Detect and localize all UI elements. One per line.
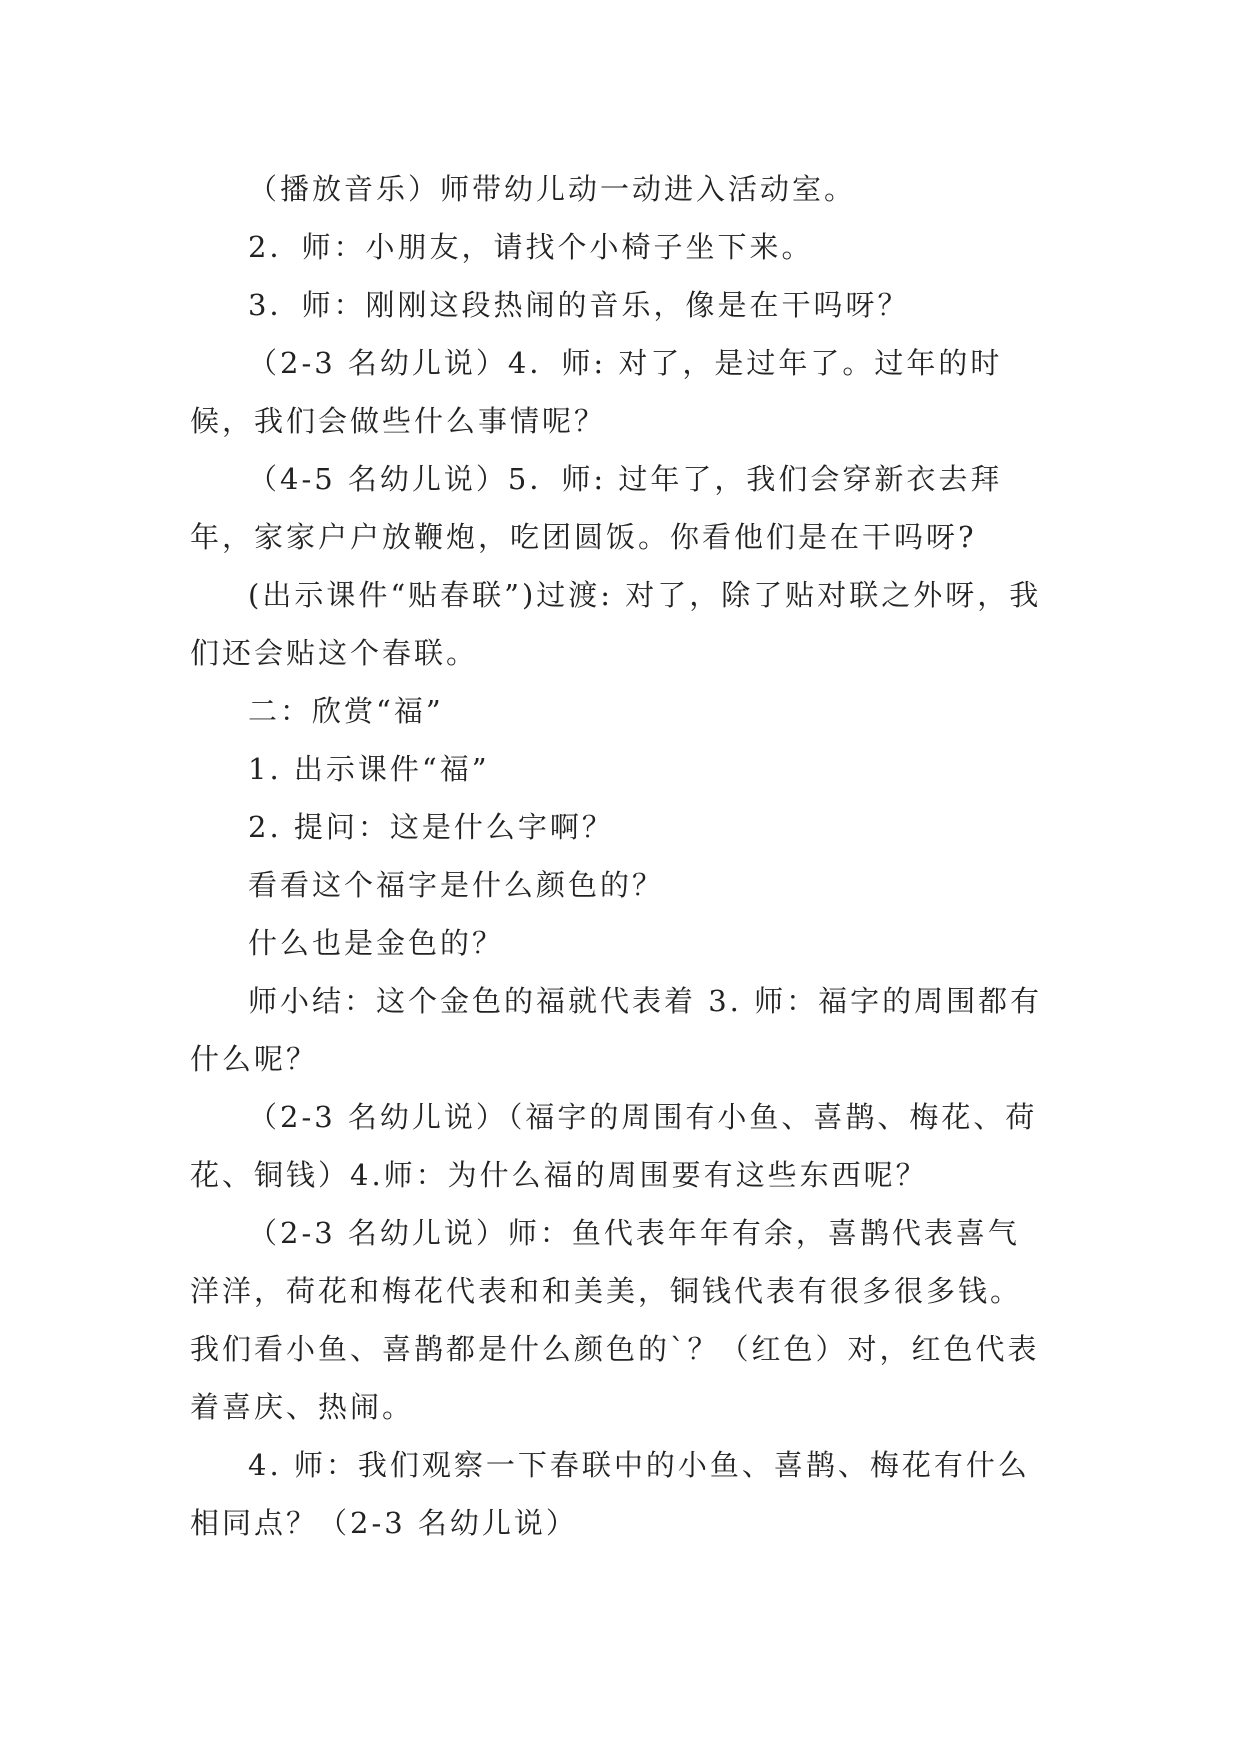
section-heading: 二：欣赏“福” (248, 694, 444, 728)
paragraph-10: 看看这个福字是什么颜色的？ (248, 868, 665, 902)
paragraph-6: (出示课件“贴春联”)过渡: 对了，除了贴对联之外呀，我们还会贴这个春联。 (190, 578, 1042, 670)
paragraph-3: 3．师：刚刚这段热闹的音乐，像是在干吗呀？ (248, 288, 910, 322)
paragraph-8: 1. 出示课件“福” (248, 752, 490, 786)
paragraph-5: （4-5 名幼儿说）5．师: 过年了，我们会穿新衣去拜年，家家户户放鞭炮，吃团圆饭。你看他们是在干吗呀? (190, 462, 1003, 554)
paragraph-2: 2．师：小朋友，请找个小椅子坐下来。 (248, 230, 814, 264)
paragraph-11: 什么也是金色的？ (248, 926, 505, 960)
paragraph-14: （2-3 名幼儿说）师：鱼代表年年有余，喜鹊代表喜气洋洋，荷花和梅花代表和和美美，铜钱代表有很多很多钱。我们看小鱼、喜鹊都是什么颜色的`？（红色）对，红色代表着喜庆、热闹。 (190, 1216, 1040, 1424)
paragraph-13: （2-3 名幼儿说）（福字的周围有小鱼、喜鹊、梅花、荷花、铜钱）4.师：为什么福的周围要有这些东西呢？ (190, 1100, 1038, 1192)
paragraph-1: （播放音乐）师带幼儿动一动进入活动室。 (248, 172, 857, 206)
paragraph-15: 4. 师：我们观察一下春联中的小鱼、喜鹊、梅花有什么相同点？（2-3 名幼儿说） (190, 1448, 1030, 1540)
paragraph-12: 师小结：这个金色的福就代表着 3. 师：福字的周围都有什么呢？ (190, 984, 1043, 1076)
paragraph-9: 2. 提问：这是什么字啊？ (248, 810, 614, 844)
document-body (190, 160, 1050, 1552)
paragraph-4: （2-3 名幼儿说）4．师: 对了，是过年了。过年的时候，我们会做些什么事情呢？ (190, 346, 1003, 438)
